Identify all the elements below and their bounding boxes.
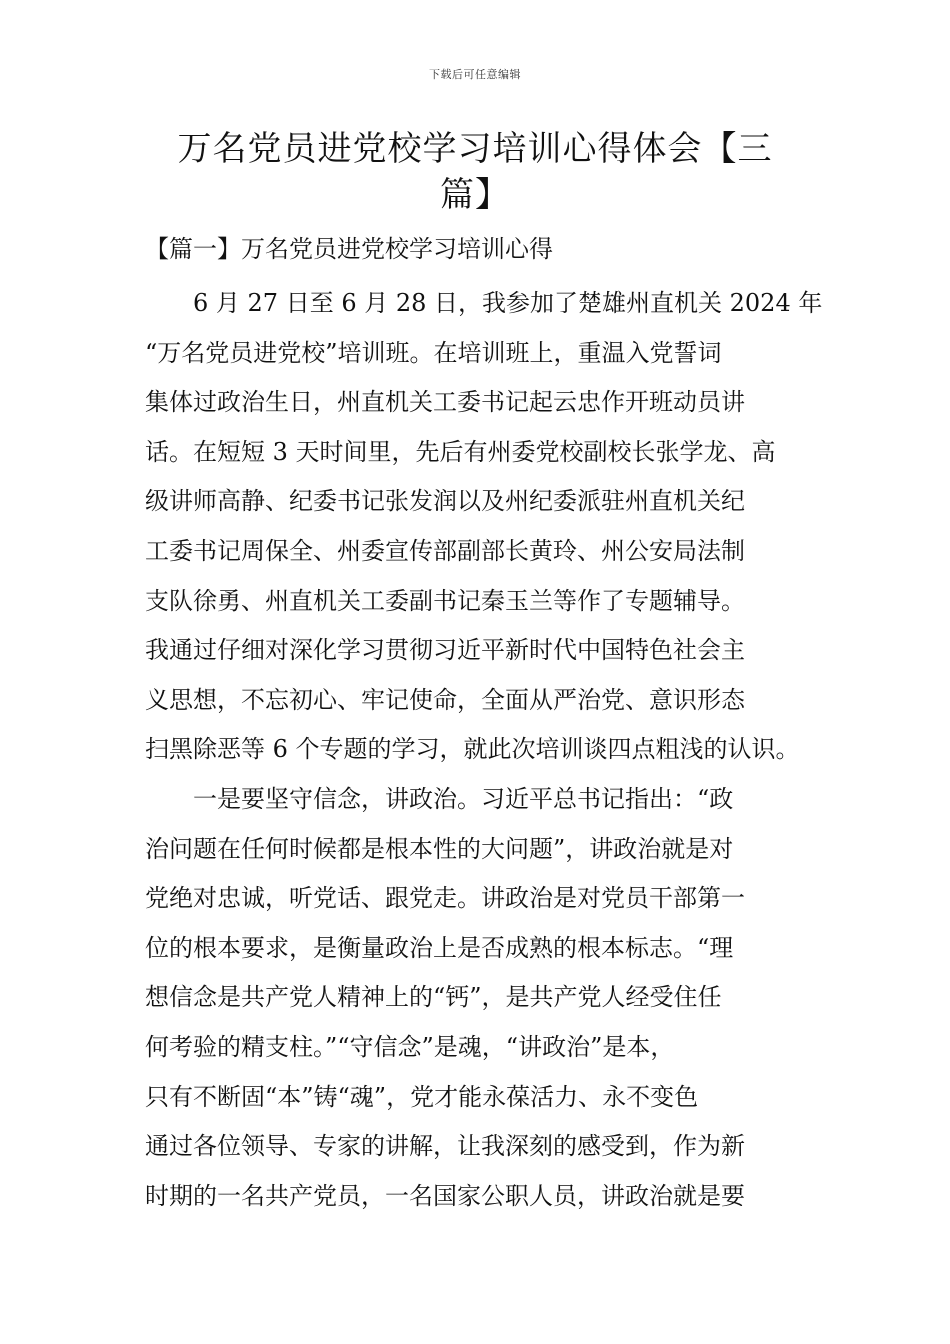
paragraph-line: 时期的一名共产党员，一名国家公职人员，讲政治就是要	[145, 1181, 745, 1210]
paragraph-line: 级讲师高静、纪委书记张发润以及州纪委派驻州直机关纪	[145, 487, 745, 516]
paragraph-line: 我通过仔细对深化学习贯彻习近平新时代中国特色社会主	[145, 636, 745, 665]
paragraph-2	[145, 775, 810, 1221]
paragraph-line: 想信念是共产党人精神上的“钙”，是共产党人经受住任	[145, 983, 722, 1012]
paragraph-line: 一是要坚守信念，讲政治。习近平总书记指出：“政	[193, 784, 734, 813]
paragraph-line: 扫黑除恶等 6 个专题的学习，就此次培训谈四点粗浅的认识。	[145, 735, 800, 764]
paragraph-line: 话。在短短 3 天时间里，先后有州委党校副校长张学龙、高	[145, 437, 776, 466]
paragraph-line: 6 月 27 日至 6 月 28 日，我参加了楚雄州直机关 2024 年	[193, 289, 823, 317]
document-title	[150, 126, 800, 218]
paragraph-line: 集体过政治生日，州直机关工委书记起云忠作开班动员讲	[145, 388, 745, 417]
paragraph-line: 只有不断固“本”铸“魂”，党才能永葆活力、永不变色	[145, 1082, 699, 1111]
paragraph-line: 党绝对忠诚，听党话、跟党走。讲政治是对党员干部第一	[145, 884, 745, 913]
paragraph-line: 义思想，不忘初心、牢记使命，全面从严治党、意识形态	[145, 685, 745, 714]
paragraph-line: 何考验的精支柱。”“守信念”是魂，“讲政治”是本，	[145, 1032, 675, 1061]
paragraph-line: 工委书记周保全、州委宣传部副部长黄玲、州公安局法制	[145, 536, 745, 565]
section-heading: 【篇一】万名党员进党校学习培训心得	[145, 235, 553, 263]
paragraph-line: 治问题在任何时候都是根本性的大问题”，讲政治就是对	[145, 834, 734, 863]
document-body	[145, 279, 823, 1221]
title-line-2: 篇】	[440, 175, 510, 215]
paragraph-line: 位的根本要求，是衡量政治上是否成熟的根本标志。“理	[145, 933, 734, 962]
paragraph-line: 通过各位领导、专家的讲解，让我深刻的感受到，作为新	[145, 1132, 745, 1161]
paragraph-1	[145, 279, 823, 775]
paragraph-line: “万名党员进党校”培训班。在培训班上，重温入党誓词	[145, 338, 722, 367]
paragraph-line: 支队徐勇、州直机关工委副书记秦玉兰等作了专题辅导。	[145, 586, 745, 615]
title-line-1: 万名党员进党校学习培训心得体会【三	[177, 129, 773, 169]
header-note: 下载后可任意编辑	[429, 68, 521, 81]
